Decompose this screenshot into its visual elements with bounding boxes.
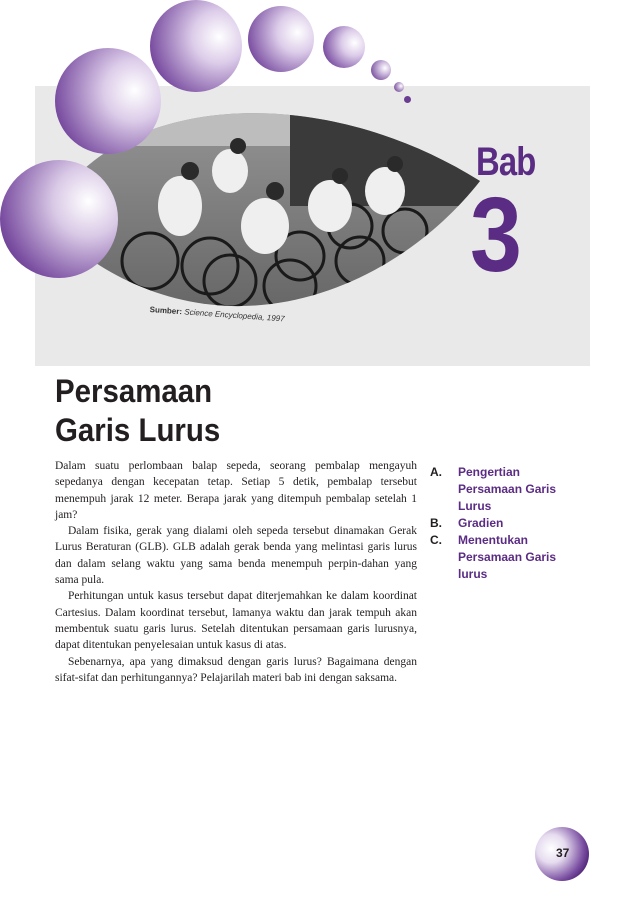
toc-text: Menentukan Persamaan Garis lurus <box>458 533 557 581</box>
introduction-text <box>55 458 417 686</box>
paragraph-4: Sebenarnya, apa yang dimaksud dengan garis lurus? Bagaimana dengan sifat-sifat dan perhitungannya? Pelajarilah materi bab ini dengan saksama. <box>55 655 417 684</box>
source-text: Science Encyclopedia, 1997 <box>183 307 285 324</box>
toc-text: Gradien <box>458 516 504 530</box>
chapter-number: 3 <box>470 176 522 294</box>
toc-letter: A. <box>430 465 442 479</box>
decorative-sphere-2 <box>55 48 161 154</box>
page-number: 37 <box>556 846 570 860</box>
chapter-title <box>55 372 220 450</box>
decorative-sphere-8 <box>404 96 411 103</box>
chapter-title-line-2: Garis Lurus <box>55 412 221 448</box>
decorative-sphere-7 <box>394 82 404 92</box>
paragraph-3: Perhitungan untuk kasus tersebut dapat diterjemahkan ke dalam koordinat Cartesius. Dalam koordinat tersebut, lamanya waktu dan jarak tempuh akan membentuk suatu garis lurus. Setelah ditentukan persamaan garis lurusnya, dapat ditentukan penyelesaian untuk kasus di atas. <box>55 590 417 652</box>
chapter-label: Bab <box>476 140 536 184</box>
chapter-title-line-1: Persamaan <box>55 373 213 409</box>
page-number-badge <box>534 826 590 882</box>
source-label: Sumber: <box>149 305 183 317</box>
decorative-sphere-6 <box>371 60 391 80</box>
toc-item-a <box>430 464 580 515</box>
paragraph-1: Dalam suatu perlombaan balap sepeda, seorang pembalap mengayuh sepedanya dengan kecepatan tetap. Setiap 5 detik, pembalap tersebut menempuh jarak 12 meter. Berapa jarak yang ditempuh pembalap setelah 1 jam? <box>55 460 417 521</box>
paragraph-2: Dalam fisika, gerak yang dialami oleh sepeda tersebut dinamakan Gerak Lurus Beraturan (GLB). GLB adalah gerak benda yang melintasi garis lurus dan dalam selang waktu yang sama benda menempuh perpin-dahan yang sama pula. <box>55 525 417 587</box>
toc-item-b <box>430 515 580 532</box>
toc-item-c <box>430 532 580 583</box>
decorative-sphere-5 <box>323 26 365 68</box>
toc-letter: B. <box>430 516 442 530</box>
toc-letter: C. <box>430 533 442 547</box>
decorative-sphere-4 <box>248 6 314 72</box>
chapter-contents <box>430 464 580 583</box>
toc-text: Pengertian Persamaan Garis Lurus <box>458 465 557 513</box>
decorative-sphere-1 <box>0 160 118 278</box>
decorative-sphere-3 <box>150 0 242 92</box>
